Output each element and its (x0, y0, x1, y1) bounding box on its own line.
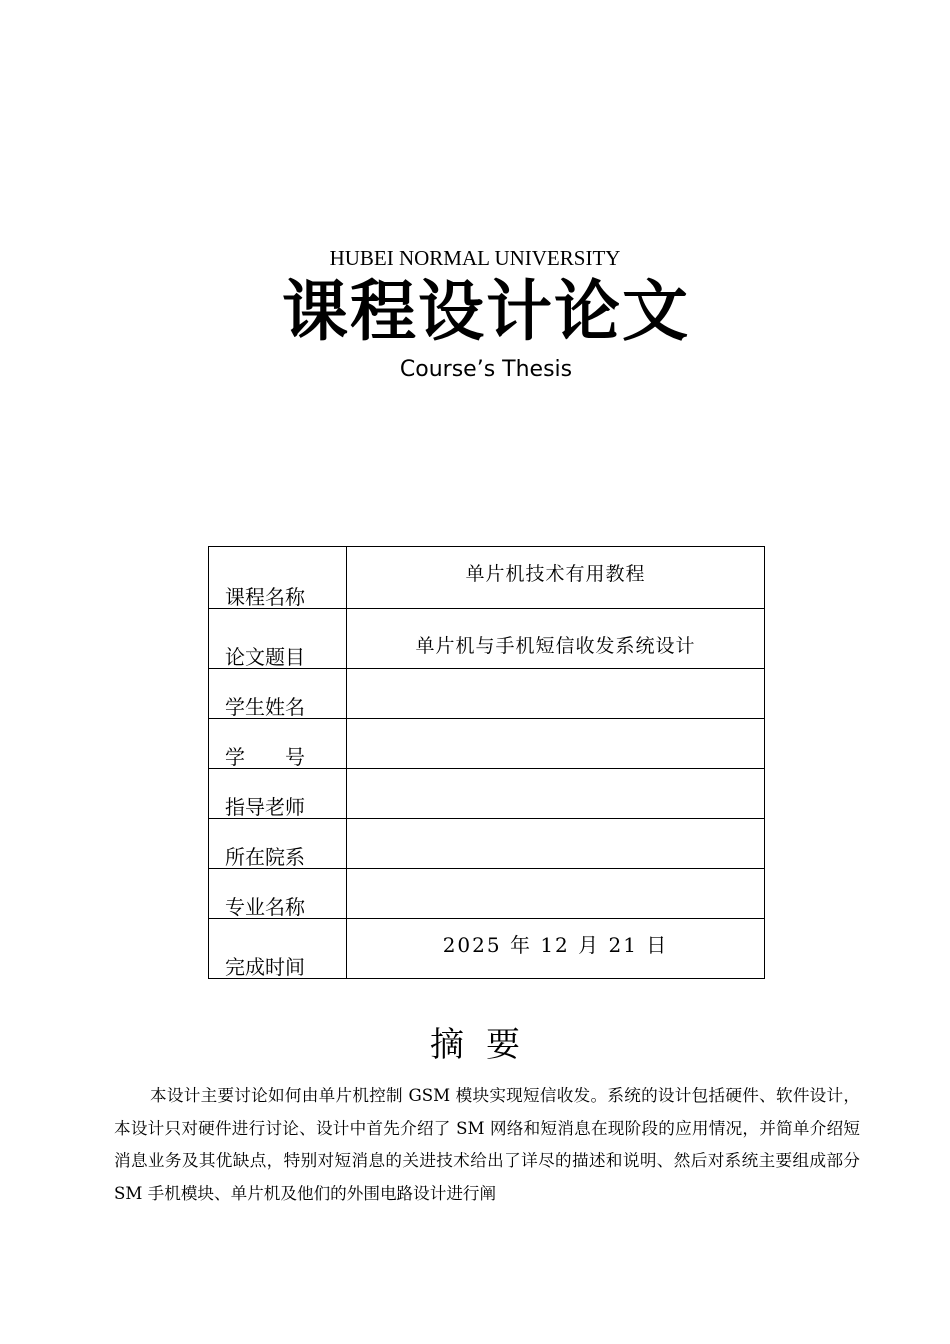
info-label: 学生姓名 (209, 669, 347, 719)
info-row-department (209, 819, 765, 869)
info-row-topic (209, 609, 765, 669)
thesis-info-table (208, 546, 765, 979)
abstract-heading: 摘要 (430, 1025, 542, 1065)
info-row-date (209, 919, 765, 979)
info-value: 2025 年 12 月 21 日 (347, 919, 765, 979)
info-label: 专业名称 (209, 869, 347, 919)
info-row-major (209, 869, 765, 919)
info-value: 单片机与手机短信收发系统设计 (347, 609, 765, 669)
info-value (347, 819, 765, 869)
university-name: HUBEI NORMAL UNIVERSITY (329, 246, 621, 270)
info-value (347, 719, 765, 769)
thesis-title: 课程设计论文 (282, 272, 690, 350)
info-value: 单片机技术有用教程 (347, 547, 765, 609)
info-label: 学 号 (209, 719, 347, 769)
info-value (347, 669, 765, 719)
info-label: 完成时间 (209, 919, 347, 979)
info-row-student-id (209, 719, 765, 769)
abstract-paragraph: 本设计主要讨论如何由单片机控制 GSM 模块实现短信收发。系统的设计包括硬件、软件设计，本设计只对硬件进行讨论、设计中首先介绍了 SM 网络和短消息在现阶段的应用情况，并简单介绍短消息业务及其优缺点，特别对短消息的关进技术给出了详尽的描述和说明、然后对系统主要组成部分 SM 手机模块、单片机及他们的外围电路设计进行阐 (114, 1086, 860, 1203)
info-label: 指导老师 (209, 769, 347, 819)
info-row-advisor (209, 769, 765, 819)
info-value (347, 769, 765, 819)
info-value (347, 869, 765, 919)
info-label: 论文题目 (209, 609, 347, 669)
info-row-student (209, 669, 765, 719)
info-row-course (209, 547, 765, 609)
thesis-subtitle: Course’s Thesis (399, 357, 573, 382)
info-label: 所在院系 (209, 819, 347, 869)
info-label: 课程名称 (209, 547, 347, 609)
